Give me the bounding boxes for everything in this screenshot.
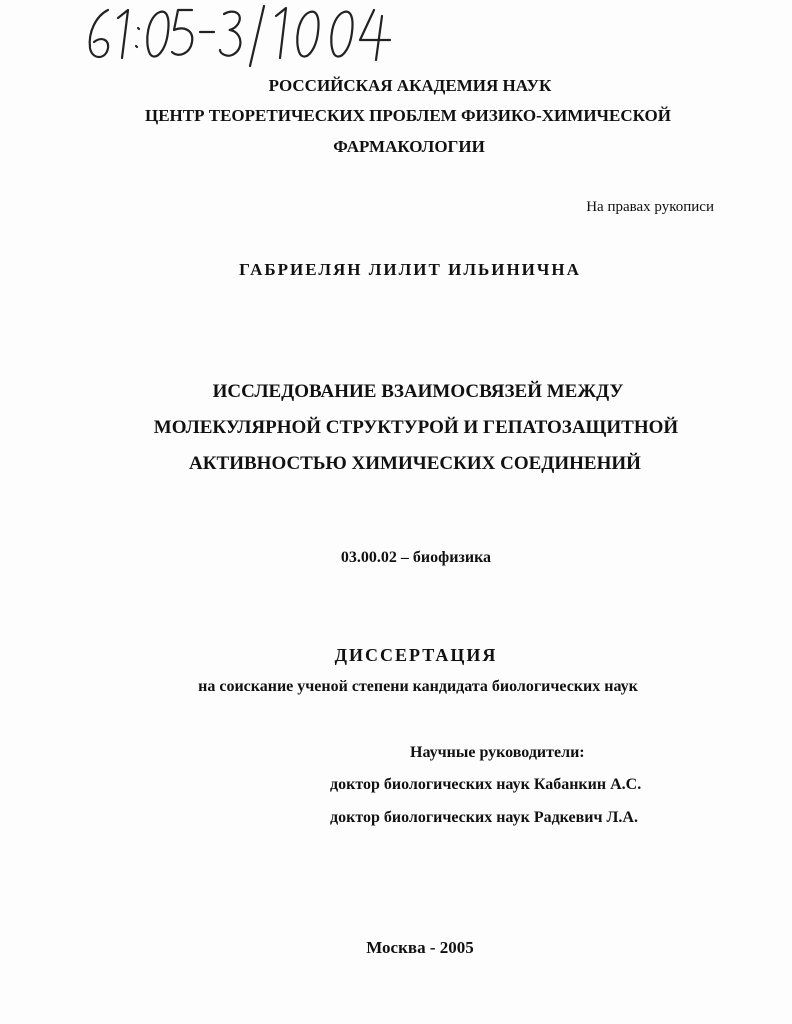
supervisor-2: доктор биологических наук Радкевич Л.А. — [330, 809, 638, 826]
organization-line-3: ФАРМАКОЛОГИИ — [333, 137, 485, 156]
organization-line-2: ЦЕНТР ТЕОРЕТИЧЕСКИХ ПРОБЛЕМ ФИЗИКО-ХИМИЧЕСКОЙ — [145, 106, 671, 125]
rights-note: На правах рукописи — [586, 199, 714, 215]
degree-description: на соискание ученой степени кандидата биологических наук — [198, 678, 638, 695]
supervisors-heading: Научные руководители: — [410, 744, 585, 761]
supervisor-1: доктор биологических наук Кабанкин А.С. — [330, 776, 642, 793]
city-year: Москва - 2005 — [366, 938, 474, 957]
document-type: ДИССЕРТАЦИЯ — [334, 645, 498, 665]
handwritten-catalog-number-drawing — [74, 2, 404, 68]
handwritten-catalog-number — [74, 2, 404, 68]
organization-line-1: РОССИЙСКАЯ АКАДЕМИЯ НАУК — [268, 76, 552, 95]
specialty-code: 03.00.02 – биофизика — [340, 549, 492, 566]
dissertation-title-line-3: АКТИВНОСТЬЮ ХИМИЧЕСКИХ СОЕДИНЕНИЙ — [189, 453, 641, 474]
author-name: ГАБРИЕЛЯН ЛИЛИТ ИЛЬИНИЧНА — [239, 260, 581, 279]
dissertation-title-line-1: ИССЛЕДОВАНИЕ ВЗАИМОСВЯЗЕЙ МЕЖДУ — [212, 381, 624, 402]
dissertation-title-line-2: МОЛЕКУЛЯРНОЙ СТРУКТУРОЙ И ГЕПАТОЗАЩИТНОЙ — [153, 417, 679, 438]
